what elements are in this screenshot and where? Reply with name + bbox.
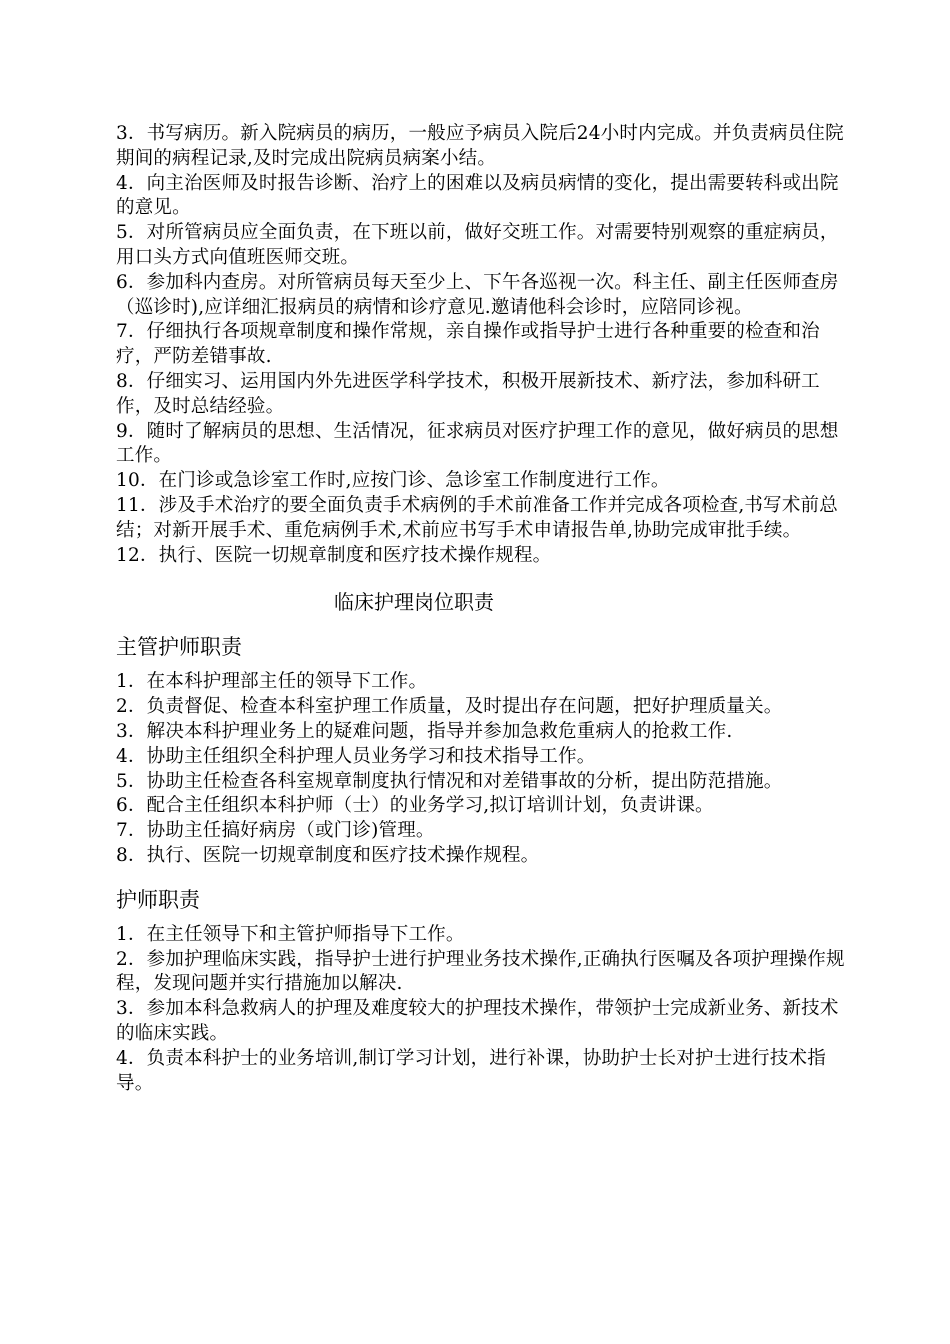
list-item: 9．随时了解病员的思想、生活情况，征求病员对医疗护理工作的意见，做好病员的思想工作。 <box>116 420 839 467</box>
list-item: 2．负责督促、检查本科室护理工作质量，及时提出存在问题，把好护理质量关。 <box>116 696 783 718</box>
list-item: 8．执行、医院一切规章制度和医疗技术操作规程。 <box>116 844 540 866</box>
list-item: 3．解决本科护理业务上的疑难问题，指导并参加急救危重病人的抢救工作. <box>116 720 733 742</box>
list-item: 1．在本科护理部主任的领导下工作。 <box>116 671 428 693</box>
list-item: 5．对所管病员应全面负责，在下班以前，做好交班工作。对需要特别观察的重症病员，用口头方式向值班医师交班。 <box>116 222 839 268</box>
list-item: 1．在主任领导下和主管护师指导下工作。 <box>116 923 465 945</box>
list-item: 7．仔细执行各项规章制度和操作常规，亲自操作或指导护士进行各种重要的检查和治疗，严防差错事故. <box>116 321 820 368</box>
section-heading: 主管护师职责 <box>116 635 242 660</box>
section-supervising-nurse <box>116 632 846 868</box>
list-item: 2．参加护理临床实践，指导护士进行护理业务技术操作,正确执行医嘱及各项护理操作规程，发现问题并实行措施加以解决. <box>116 948 845 995</box>
list-item: 7．协助主任搞好病房（或门诊)管理。 <box>116 820 435 842</box>
list-item: 5．协助主任检查各科室规章制度执行情况和对差错事故的分析，提出防范措施。 <box>116 770 783 792</box>
section-nurse <box>116 885 846 1097</box>
list-item: 6．配合主任组织本科护师（士）的业务学习,拟订培训计划，负责讲课。 <box>116 795 714 817</box>
list-item: 11．涉及手术治疗的要全面负责手术病例的手术前准备工作并完成各项检查,书写术前总结；对新开展手术、重危病例手术,术前应书写手术申请报告单,协助完成审批手续。 <box>116 494 838 541</box>
list-item: 12．执行、医院一切规章制度和医疗技术操作规程。 <box>116 544 552 566</box>
list-item: 4．向主治医师及时报告诊断、治疗上的困难以及病员病情的变化，提出需要转科或出院的意见。 <box>116 172 839 219</box>
list-item: 3．书写病历。新入院病员的病历，一般应予病员入院后24小时内完成。并负责病员住院期间的病程记录,及时完成出院病员病案小结。 <box>116 123 844 169</box>
section-heading: 护师职责 <box>116 887 200 912</box>
document-page <box>116 122 846 1112</box>
list-item: 4．协助主任组织全科护理人员业务学习和技术指导工作。 <box>116 745 596 767</box>
document-title: 临床护理岗位职责 <box>334 590 494 615</box>
list-item: 6．参加科内查房。对所管病员每天至少上、下午各巡视一次。科主任、副主任医师查房（巡诊时),应详细汇报病员的病情和诊疗意见.邀请他科会诊时，应陪同诊视。 <box>116 271 839 318</box>
list-item: 10．在门诊或急诊室工作时,应按门诊、急诊室工作制度进行工作。 <box>116 470 670 492</box>
list-item: 8．仔细实习、运用国内外先进医学科学技术，积极开展新技术、新疗法，参加科研工作，及时总结经验。 <box>116 370 820 417</box>
list-item: 3．参加本科急救病人的护理及难度较大的护理技术操作，带领护士完成新业务、新技术的临床实践。 <box>116 998 839 1044</box>
intro-duty-list <box>116 122 846 568</box>
list-item: 4．负责本科护士的业务培训,制订学习计划，进行补课，协助护士长对护士进行技术指导。 <box>116 1047 826 1094</box>
